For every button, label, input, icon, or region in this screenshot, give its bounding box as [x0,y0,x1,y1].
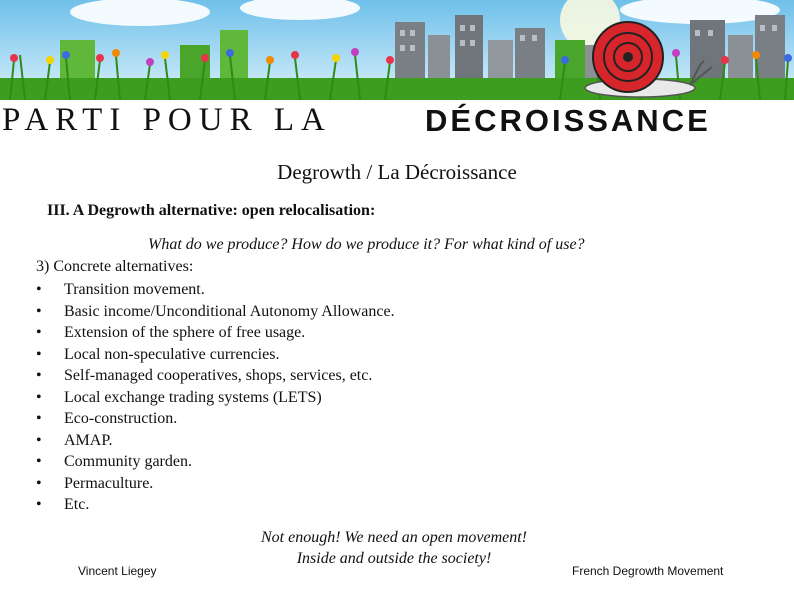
list-intro: 3) Concrete alternatives: [36,258,194,275]
list-item: • Extension of the sphere of free usage. [36,322,395,344]
guiding-questions: What do we produce? How do we produce it? For what kind of use? [148,236,585,253]
list-item: • Basic income/Unconditional Autonomy Allowance. [36,301,395,323]
bullet-icon: • [36,453,42,470]
bullet-icon: • [36,474,42,492]
footer-organization: French Degrowth Movement [572,564,724,578]
bullet-icon: • [36,431,42,449]
list-item: • Etc. [36,494,395,516]
bullet-icon: • [36,410,42,427]
list-item: • Self-managed cooperatives, shops, services, etc. [36,365,395,387]
bullet-icon: • [36,496,42,513]
bullet-icon: • [36,345,42,363]
list-item: • Permaculture. [36,473,395,495]
logo-text-parti-pour-la: PARTI POUR LA [2,102,332,138]
bullet-icon: • [36,367,42,384]
list-item: • Community garden. [36,451,395,473]
list-item: • Local non-speculative currencies. [36,344,395,366]
slogan-line-2: Inside and outside the society! [296,550,492,567]
footer-slogan [230,527,558,569]
footer-author: Vincent Liegey [78,564,157,578]
logo-text-decroissance: DÉCROISSANCE [425,103,711,138]
bullet-icon: • [36,388,42,406]
section-heading: III. A Degrowth alternative: open relocalisation: [47,202,376,219]
slogan-line-1: Not enough! We need an open movement! [261,529,527,546]
header-banner [0,0,794,140]
list-item: • Local exchange trading systems (LETS) [36,387,395,409]
bullet-icon: • [36,324,42,341]
alternatives-list [36,279,395,516]
bullet-icon: • [36,281,42,298]
bullet-icon: • [36,302,42,320]
list-item: • Eco-construction. [36,408,395,430]
slide-title: Degrowth / La Décroissance [277,160,517,184]
list-item: • AMAP. [36,430,395,452]
list-item: • Transition movement. [36,279,395,301]
